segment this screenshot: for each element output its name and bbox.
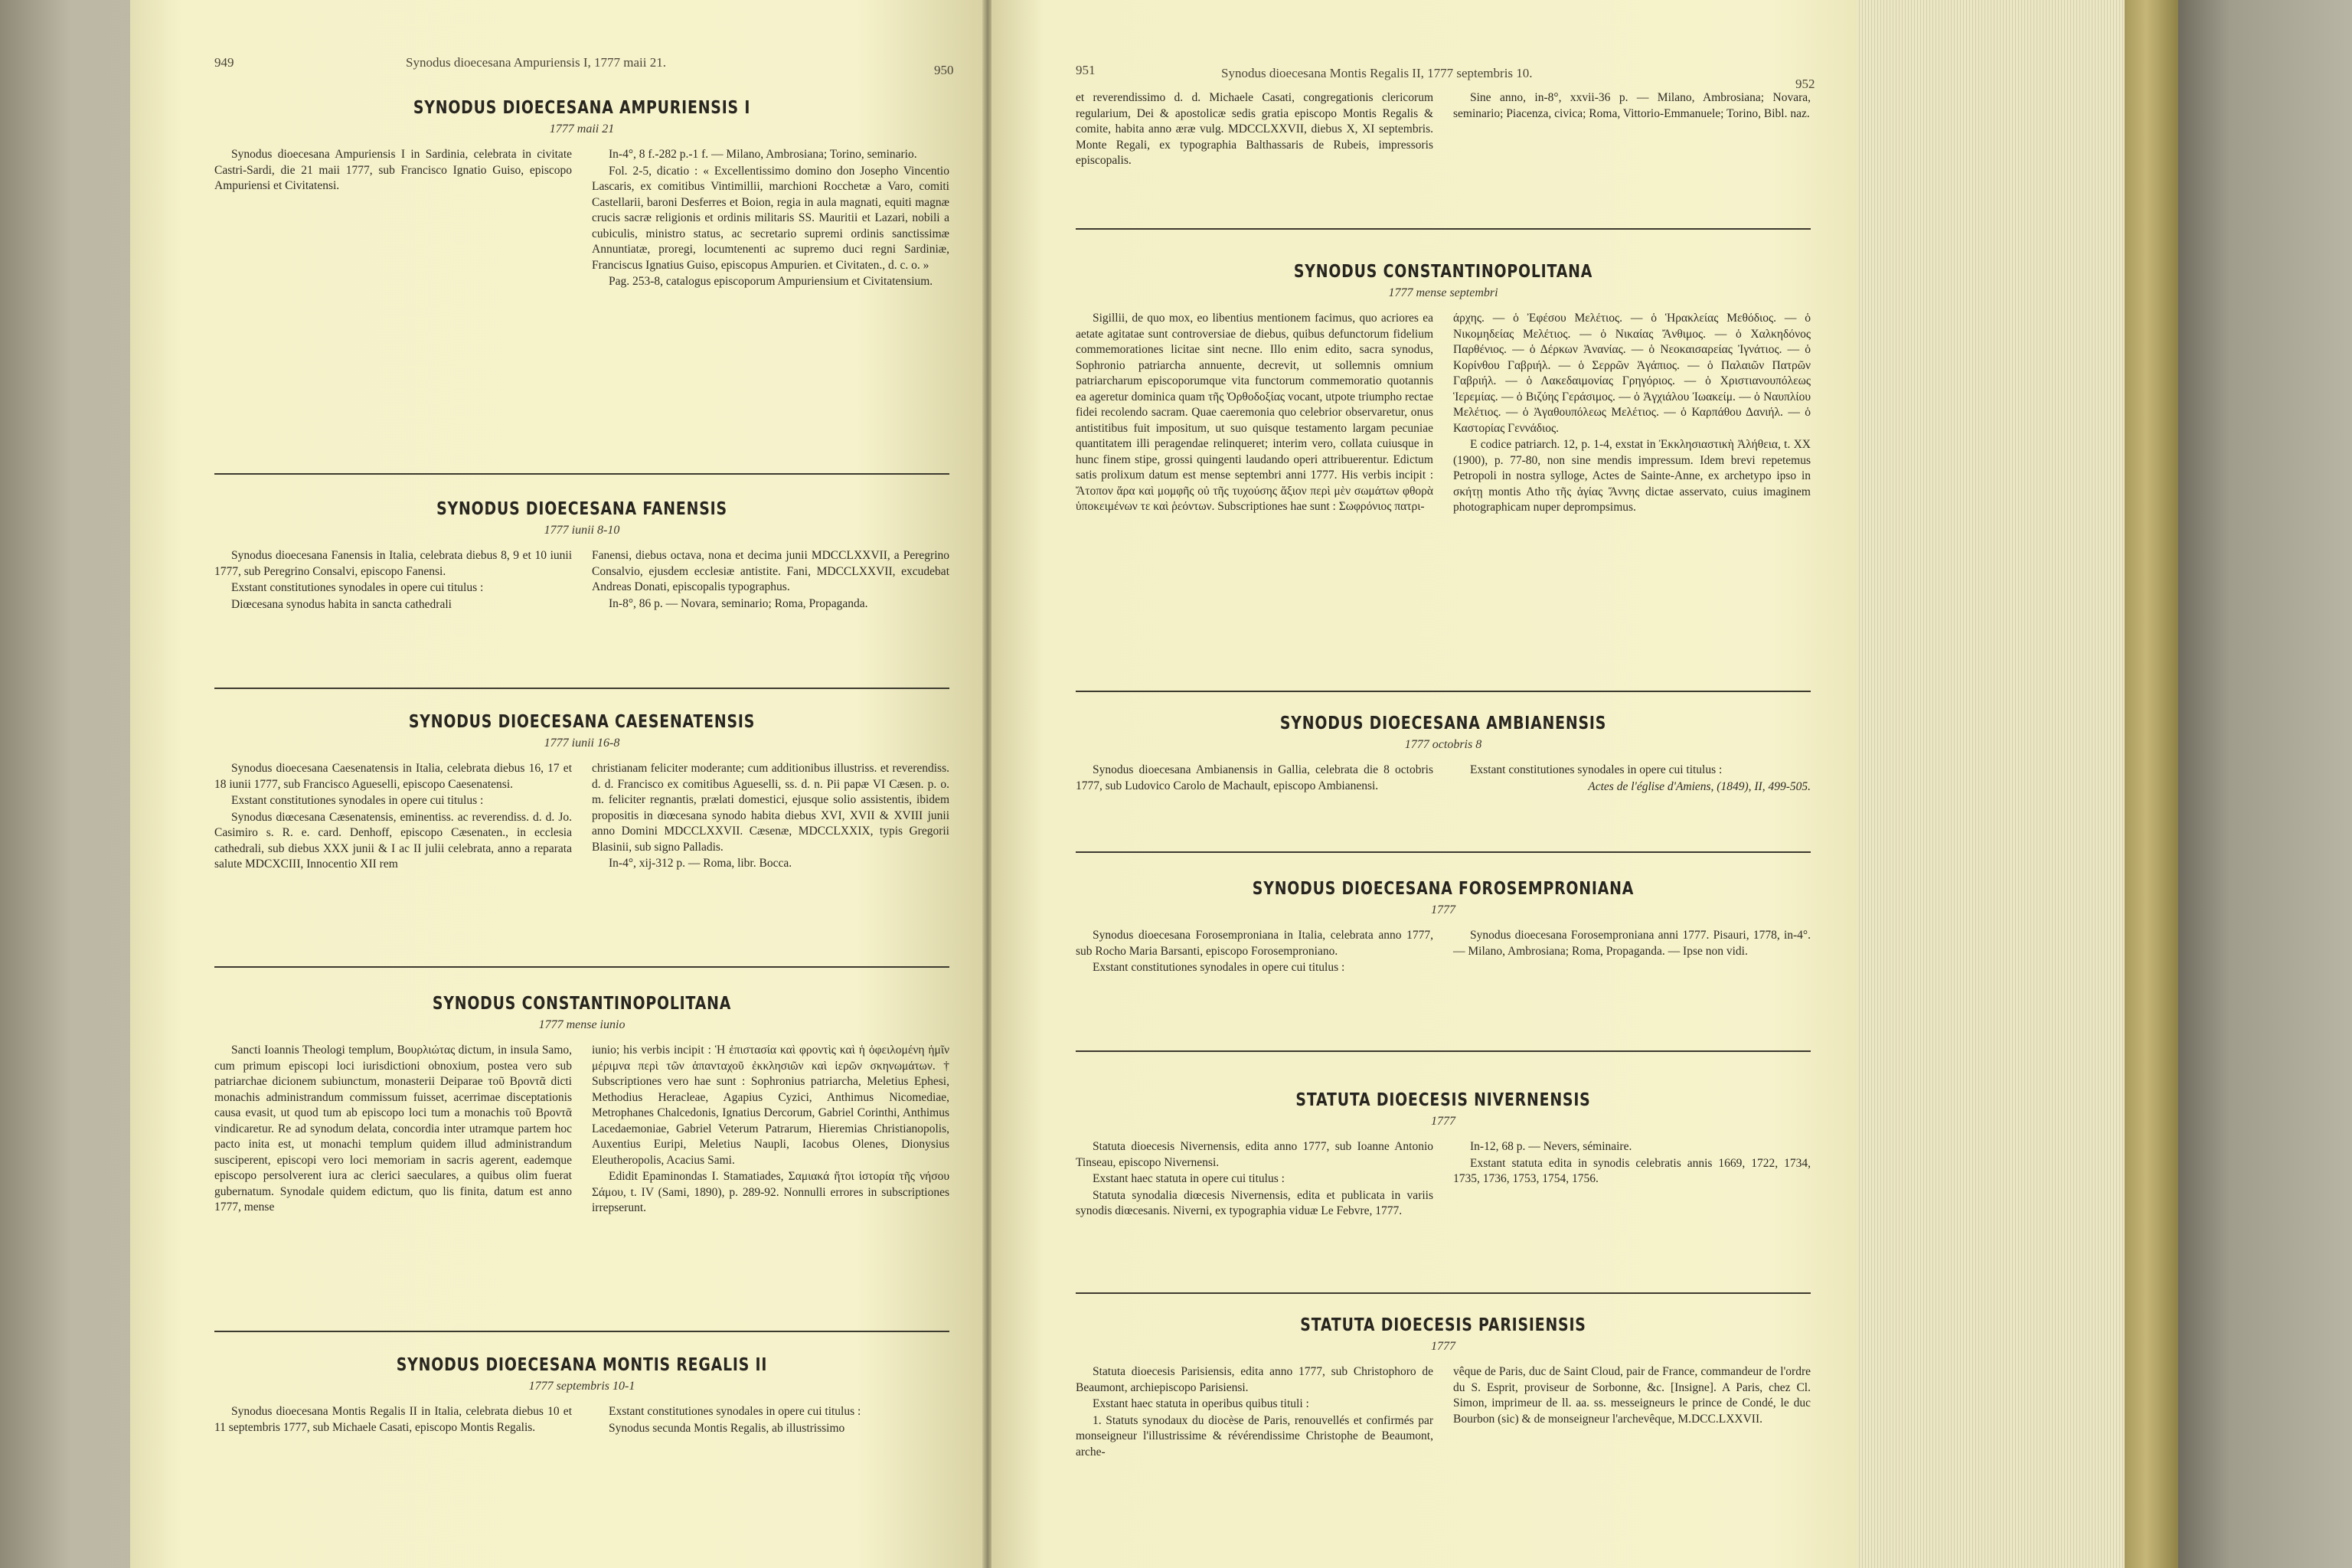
entry-date: 1777 octobris 8 <box>1404 738 1482 751</box>
entry-column-left <box>1076 928 1433 977</box>
section-rule <box>214 688 949 689</box>
entry-column-left <box>1076 311 1433 517</box>
entry-title: SYNODUS DIOECESANA MONTIS REGALIS II <box>396 1355 768 1375</box>
entry-date: 1777 mense septembri <box>1388 286 1498 299</box>
entry-column-left <box>214 1404 572 1437</box>
entry-fanensis <box>214 499 949 613</box>
paragraph: In-4°, 8 f.-282 p.-1 f. — Milano, Ambrosiana; Torino, seminario. <box>609 148 917 161</box>
paragraph: vêque de Paris, duc de Saint Cloud, pair de France, commandeur de l'ordre du S. Esprit, proviseur de Sorbonne, &c. [Insigne]. A Paris, chez Cl. Simon, imprimeur de ll. aa. ss. messeigneurs le prince de Condé, le duc Bourbon (sic) & de monseigneur l'archevêque, M.DCC.LXXVII. <box>1453 1365 1811 1426</box>
paragraph: Sigillii, de quo mox, eo libentius mentionem facimus, quo acriores ea aetate agitatae sunt controversiae de diebus, quibus defunctorum fidelium commemorationes licitae sint necne. Illo enim edito, sacra synodus, Sophronio patriarcha annuente, decrevit, ut sollemnis omnium patriarcharum episcoporumque vita functorum commemoratio quotannis ea ageretur dominica quam τῆς Ὀρθοδοξίας vocant, utpote triumpho rectae fidei recolendo sacram. Quae caeremonia quo celebrior observaretur, onus antistitibus fuit impositum, ut suo quisque testamento largam pecuniae quantitatem illi peragendae relinqueret; interim vero, collata cuiusque in hunc finem stipe, grossi quingenti laudando operi attribuerentur. Edictum satis prolixum datum est mense septembri anni 1777. His verbis incipit : Ἄτοπον ἄρα καὶ μομφῆς οὐ τῆς τυχούσης ἄξιον περὶ μὲν σωμάτων φθορὰ ὑποκειμένων τε καὶ ῥεόντων. Subscriptiones hae sunt : Σωφρόνιος πατρι- <box>1076 312 1433 513</box>
entry-column-left <box>1076 1364 1433 1461</box>
running-title-right: Synodus dioecesana Montis Regalis II, 1777 septembris 10. <box>1221 66 1533 80</box>
entry-parisiensis <box>1076 1315 1811 1461</box>
entry-column-right <box>1453 311 1811 517</box>
page-number-left: 949 <box>214 55 234 70</box>
paragraph: Synodus dioecesana Ampuriensis I in Sardinia, celebrata in civitate Castri-Sardi, die 21 maii 1777, sub Francisco Ignatio Guiso, episcopo Ampuriensi et Civitatensi. <box>214 148 572 192</box>
section-rule <box>1076 851 1811 853</box>
entry-column-right <box>1453 90 1811 170</box>
entry-column-right <box>1453 1139 1811 1220</box>
page-number-right: 951 <box>1076 63 1096 77</box>
section-rule <box>214 966 949 968</box>
paragraph: Statuta synodalia diœcesis Nivernensis, edita et publicata in variis synodis diœcesanis. Niverni, ex typographia viduæ Le Febvre, 1777. <box>1076 1188 1433 1217</box>
section-rule <box>1076 1292 1811 1294</box>
paragraph: Sancti Ioannis Theologi templum, Βουρλιώτας dictum, in insula Samo, cum primum episcopi loci iurisdictioni obnoxium, postea vero sub patriarchae dicionem subiunctum, monasterii Deiparae τοῦ Βροντᾶ dicti monachis administrandum commissum fuisset, acerrimae disceptationis causa evasit, ut quod tum ab episcopo loci tum a monachis τοῦ Βροντᾶ vindicaretur. Re ad synodum delata, concordia inter utramque partem hoc pacto inita est, ut monachi templum quidem illud administrandum susciperent, episcopi vero loci memoriam in sacris agerent, eademque episcopo persolverent iura ac clerici saeculares, a quibus olim fuerat gubernatum. Synodale quidem edictum, quo lis finita, datum est anno 1777, mense <box>214 1044 572 1214</box>
running-title-left: Synodus dioecesana Ampuriensis I, 1777 maii 21. <box>406 55 666 70</box>
paragraph: Exstant constitutiones synodales in opere cui titulus : <box>1470 763 1723 776</box>
entry-date: 1777 septembris 10-1 <box>528 1380 635 1393</box>
paragraph: Fol. 2-5, dicatio : « Excellentissimo domino don Josepho Vincentio Lascaris, ex comitibus Vintimillii, marchioni Rocchetæ a Varo, comiti Castellarii, baroni Desferres et Boion, regia in aula magnati, equiti magnæ crucis sacræ religionis et ordinis militaris SS. Mauritii et Lazari, nobili a cubiculis, ministro status, ac secretario supremi ordinis sanctissimæ Annuntiatæ, proregi, locumtenenti ac supremo duci regni Sardiniæ, Franciscus Ignatius Guiso, episcopus Ampurien. et Civitaten., d. c. o. » <box>592 164 949 272</box>
paragraph: 1. Statuts synodaux du diocèse de Paris, renouvellés et confirmés par monseigneur l'illustrissime & révérendissime Christophe de Beaumont, arche- <box>1076 1413 1433 1459</box>
entry-date: 1777 <box>1431 1115 1455 1128</box>
entry-column-left <box>214 548 572 613</box>
section-rule <box>1076 228 1811 230</box>
entry-title: SYNODUS CONSTANTINOPOLITANA <box>432 994 732 1014</box>
entry-date: 1777 iunii 8-10 <box>544 524 620 537</box>
paragraph: Exstant constitutiones synodales in opere cui titulus : <box>1093 961 1345 974</box>
paragraph: In-4°, xij-312 p. — Roma, libr. Bocca. <box>609 857 792 870</box>
entry-column-left <box>1076 1139 1433 1220</box>
entry-column-left <box>214 147 572 291</box>
section-rule <box>1076 691 1811 692</box>
paragraph: Synodus dioecesana Forosemproniana in Italia, celebrata anno 1777, sub Rocho Maria Barsanti, episcopo Forosemproniano. <box>1076 929 1433 958</box>
paragraph: et reverendissimo d. d. Michaele Casati, congregationis clericorum regularium, Dei & apostolicæ sedis gratia episcopo Montis Regalis & comite, habita anno æræ vulg. MDCCLXXVII, diebus X, XI septembris. Monte Regali, ex typographia Balthassaris de Rubeis, impressoris episcopalis. <box>1076 91 1433 167</box>
paragraph: Synodus secunda Montis Regalis, ab illustrissimo <box>609 1421 845 1435</box>
entry-caesenatensis <box>214 712 949 874</box>
paragraph: Actes de l'église d'Amiens, (1849), II, 499-505. <box>1588 779 1811 793</box>
paragraph: Exstant constitutiones synodales in opere cui titulus : <box>231 794 484 807</box>
entry-title: SYNODUS CONSTANTINOPOLITANA <box>1293 262 1593 282</box>
entry-date: 1777 iunii 16-8 <box>544 737 620 750</box>
entry-date: 1777 maii 21 <box>549 122 615 136</box>
paragraph: Synodus dioecesana Caesenatensis in Italia, celebrata diebus 16, 17 et 18 iunii 1777, sub Francisco Agueselli, episcopo Caesenatensi. <box>214 762 572 791</box>
paragraph: Pag. 253-8, catalogus episcoporum Ampuriensium et Civitatensium. <box>609 275 933 288</box>
paragraph: Exstant haec statuta in opere cui titulus : <box>1093 1172 1285 1185</box>
entry-title: STATUTA DIOECESIS NIVERNENSIS <box>1295 1090 1591 1110</box>
entry-column-right <box>1453 763 1811 795</box>
paragraph: Exstant constitutiones synodales in opere cui titulus : <box>231 581 484 594</box>
margin-number-right: 952 <box>1795 77 1815 91</box>
paragraph: christianam feliciter moderante; cum additionibus illustriss. et reverendiss. d. d. Francisco ex comitibus Agueselli, ss. d. n. Pii papæ VI Cæsen. p. o. m. feliciter regnantis, prælati domestici, ejusque solio assistentis, ibidem propositis in diœcesana synodo habita diebus XVI, XVII & XVIII junii anno Domini MDCCLXXVII. Cæsenæ, MDCCLXXIX, typis Gregorii Blasinii, sub signo Palladis. <box>592 762 949 854</box>
paragraph: Exstant haec statuta in operibus quibus tituli : <box>1093 1397 1309 1410</box>
entry-date: 1777 mense iunio <box>538 1018 626 1031</box>
paragraph: In-8°, 86 p. — Novara, seminario; Roma, Propaganda. <box>609 596 868 610</box>
table-surface <box>2178 0 2352 1568</box>
entry-title: SYNODUS DIOECESANA AMPURIENSIS I <box>413 98 751 118</box>
entry-ambianensis <box>1076 714 1811 795</box>
entry-date: 1777 <box>1431 903 1455 916</box>
paragraph: Statuta dioecesis Parisiensis, edita anno 1777, sub Christophoro de Beaumont, archiepiscopo Parisiensi. <box>1076 1365 1433 1394</box>
entry-column-right <box>592 1404 949 1437</box>
entry-column-left <box>1076 90 1433 170</box>
entry-constantinopolitana-septembri <box>1076 262 1811 517</box>
entry-column-left <box>214 761 572 874</box>
paragraph: άρχης. — ὁ Ἐφέσου Μελέτιος. — ὁ Ἡρακλείας Μεθόδιος. — ὁ Νικομηδείας Μελέτιος. — ὁ Νικαίας Ἄνθιμος. — ὁ Χαλκηδόνος Παρθένιος. — ὁ Δέρκων Ἀνανίας. — ὁ Νεοκαισαρείας Ἰγνάτιος. — ὁ Κορίνθου Γαβριήλ. — ὁ Σερρῶν Ἀγάπιος. — ὁ Παλαιῶν Πατρῶν Γαβριήλ. — ὁ Λακεδαιμονίας Γρηγόριος. — ὁ Χριστιανουπόλεως Ἱερεμίας. — ὁ Βιζύης Γεράσιμος. — ὁ Ἀγχιάλου Ἰωακείμ. — ὁ Ναυπλίου Μελέτιος. — ὁ Ἀγαθουπόλεως Μελέτιος. — ὁ Καρπάθου Δανιήλ. — ὁ Καστορίας Γεννάδιος. <box>1453 312 1811 435</box>
page-edges <box>1857 0 2125 1568</box>
entry-column-right <box>592 1043 949 1217</box>
entry-forosemproniana <box>1076 879 1811 977</box>
paragraph: iunio; his verbis incipit : Ἡ ἐπιστασία καὶ φροντὶς καὶ ἡ ὀφειλομένη ἡμῖν μέριμνα περὶ τῶν ἁπανταχοῦ ἐκκλησιῶν καὶ ἱερῶν σκηνωμάτων. † Subscriptiones vero hae sunt : Sophronius patriarcha, Meletius Ephesi, Methodius Heracleae, Agapius Cyzici, Anthimus Nicomediae, Metrophanes Chalcedonis, Ignatius Dercorum, Gabriel Corinthi, Anthimus Lacedaemoniae, Gabriel Veterum Patrarum, Hieremias Christianopolis, Auxentius Euripi, Meletius Naupli, Iacobus Olenes, Dionysius Eleutheropolis, Acacius Sami. <box>592 1044 949 1167</box>
entry-column-right <box>1453 928 1811 977</box>
paragraph: Fanensi, diebus octava, nona et decima junii MDCCLXXVII, a Peregrino Consalvio, ejusdem ecclesiæ antistite. Fani, MDCCLXXVII, excudebat Andreas Donati, episcopalis typographus. <box>592 549 949 593</box>
entry-montis-regalis-continued <box>1076 90 1811 170</box>
entry-column-right <box>592 147 949 291</box>
entry-constantinopolitana-iunio <box>214 994 949 1217</box>
paragraph: In-12, 68 p. — Nevers, séminaire. <box>1470 1140 1632 1153</box>
paragraph: Edidit Epaminondas I. Stamatiades, Σαμιακά ἤτοι ἱστορία τῆς νήσου Σάμου, t. IV (Sami, 1890), p. 289-92. Nonnulli errores in subscriptiones irrepserunt. <box>592 1170 949 1214</box>
paragraph: Statuta dioecesis Nivernensis, edita anno 1777, sub Ioanne Antonio Tinseau, episcopo Nivernensi. <box>1076 1140 1433 1169</box>
paragraph: Synodus dioecesana Fanensis in Italia, celebrata diebus 8, 9 et 10 iunii 1777, sub Peregrino Consalvi, episcopo Fanensi. <box>214 549 572 578</box>
book-cover-edge <box>2125 0 2178 1568</box>
paragraph: E codice patriarch. 12, p. 1-4, exstat in Ἐκκλησιαστικὴ Ἀλήθεια, t. XX (1900), p. 77-80, non sine mendis impressum. Idem brevi repetemus Petropoli in nostra sylloge, Actes de Sainte-Anne, ex archetypo ipso in σκήτῃ montis Atho τῆς ἁγίας Ἄννης dictae asservato, cuius imaginem photographicam nuper deprompsimus. <box>1453 438 1811 514</box>
entry-column-right <box>1453 1364 1811 1461</box>
entry-column-left <box>1076 763 1433 795</box>
paragraph: Sine anno, in-8°, xxvii-36 p. — Milano, Ambrosiana; Novara, seminario; Piacenza, civica; Roma, Vittorio-Emmanuele; Torino, Bibl. naz. <box>1453 91 1811 120</box>
paragraph: Exstant constitutiones synodales in opere cui titulus : <box>609 1405 861 1418</box>
entry-nivernensis <box>1076 1090 1811 1220</box>
margin-number-left: 950 <box>934 63 954 77</box>
paragraph: Synodus dioecesana Montis Regalis II in Italia, celebrata diebus 10 et 11 septembris 1777, sub Michaele Casati, episcopo Montis Regalis. <box>214 1405 572 1434</box>
entry-title: SYNODUS DIOECESANA AMBIANENSIS <box>1279 714 1607 733</box>
entry-column-right <box>592 548 949 613</box>
paragraph: Synodus dioecesana Ambianensis in Gallia, celebrata die 8 octobris 1777, sub Ludovico Carolo de Machault, episcopo Ambianensi. <box>1076 763 1433 792</box>
entry-title: STATUTA DIOECESIS PARISIENSIS <box>1300 1315 1586 1335</box>
section-rule <box>214 473 949 475</box>
entry-column-left <box>214 1043 572 1217</box>
right-page <box>991 0 1857 1568</box>
entry-date: 1777 <box>1431 1340 1455 1353</box>
paragraph: Exstant statuta edita in synodis celebratis annis 1669, 1722, 1734, 1735, 1736, 1753, 1754, 1756. <box>1453 1156 1811 1185</box>
left-page <box>130 0 984 1568</box>
entry-title: SYNODUS DIOECESANA FANENSIS <box>436 499 727 519</box>
entry-column-right <box>592 761 949 874</box>
entry-title: SYNODUS DIOECESANA CAESENATENSIS <box>408 712 756 732</box>
entry-ampuriensis <box>214 98 949 291</box>
section-rule <box>1076 1050 1811 1052</box>
paragraph: Synodus dioecesana Forosemproniana anni 1777. Pisauri, 1778, in-4°. — Milano, Ambrosiana; Roma, Propaganda. — Ipse non vidi. <box>1453 929 1811 958</box>
entry-montis-regalis <box>214 1355 949 1437</box>
entry-title: SYNODUS DIOECESANA FOROSEMPRONIANA <box>1252 879 1635 899</box>
paragraph: Synodus diœcesana Cæsenatensis, eminentiss. ac reverendiss. d. d. Jo. Casimiro s. R. e. card. Denhoff, episcopo Cæsenaten., in ecclesia cathedrali, sub diebus XXX junii & I ac II julii celebrata, anno a reparata salute MDCXCIII, Innocentio XII rem <box>214 810 572 871</box>
section-rule <box>214 1331 949 1332</box>
paragraph: Diœcesana synodus habita in sancta cathedrali <box>231 597 452 611</box>
